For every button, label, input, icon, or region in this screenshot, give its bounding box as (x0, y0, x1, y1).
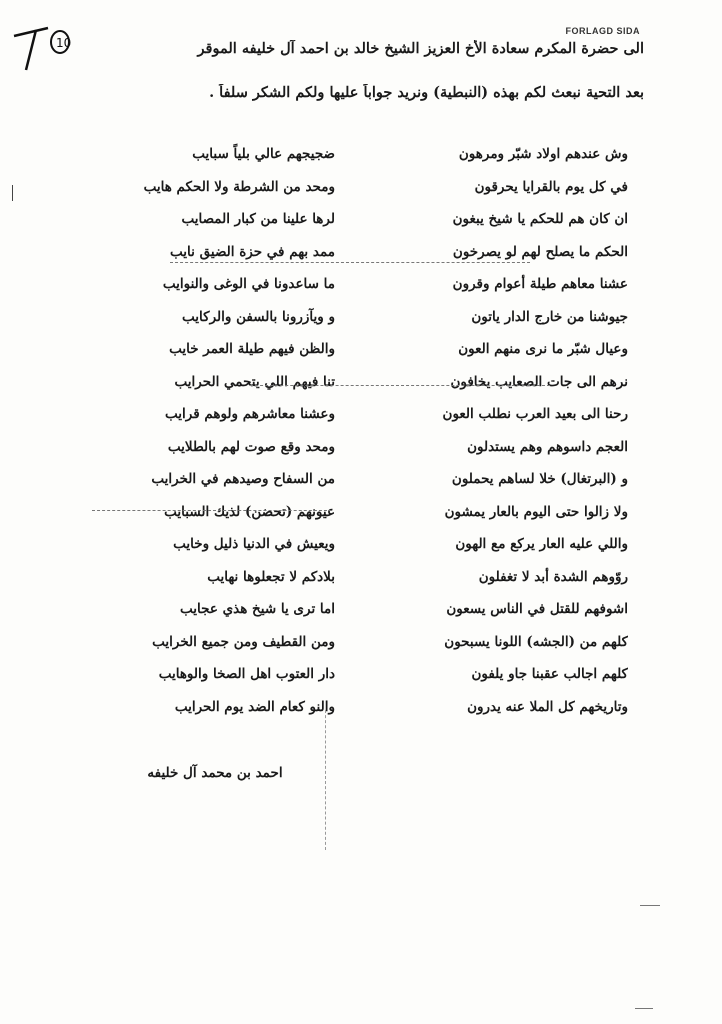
verse-left: ومحد وقع صوت لهم بالطلايب (167, 438, 335, 455)
verse-right: وتاريخهم كل الملا عنه يدرون (467, 698, 628, 715)
salutation-line-1: الى حضرة المكرم سعادة الأخ العزيز الشيخ خالد بن احمد آل خليفه الموقر (197, 40, 644, 57)
verse-left: لرها علينا من كبار المصايب (181, 211, 335, 227)
verse-right: الحكم ما يصلح لهم لو يصرخون (452, 243, 628, 260)
verse-left: ويعيش في الدنيا ذليل وخايب (173, 536, 335, 552)
verse-right: كلهم اجالب عقبنا جاو يلفون (471, 666, 628, 682)
scan-artifact-line (250, 385, 550, 387)
verse-right: و (البرتغال) خلا لساهم يحملون (451, 471, 628, 487)
verse-left: ما ساعدونا في الوغى والنوايب (162, 276, 335, 292)
verse-right: وعيال شبّر ما نرى منهم العون (458, 341, 628, 357)
verse-right: ولا زالوا حتى اليوم بالعار يمشون (444, 503, 628, 520)
poem-right-column (408, 138, 628, 723)
scan-fold-line (325, 710, 328, 850)
verse-left: ومحد من الشرطة ولا الحكم هايب (143, 178, 335, 195)
verse-right: ان كان هم للحكم يا شيخ يبغون (452, 211, 628, 227)
verse-right: رحنا الى بعيد العرب نطلب العون (442, 406, 628, 422)
scan-speck (640, 905, 660, 906)
verse-left: و ويآزرونا بالسفن والركايب (182, 308, 335, 325)
author-signature: احمد بن محمد آل خليفه (147, 765, 283, 781)
scan-speck (635, 1008, 653, 1009)
verse-right: جيوشنا من خارج الدار ياتون (471, 308, 628, 325)
scan-speck (12, 185, 13, 201)
verse-left: اما ترى يا شيخ هذي عجايب (179, 601, 335, 617)
verse-left: من السفاح وصيدهم في الخرايب (151, 471, 335, 487)
verse-left: ممد بهم في حزة الضيق نايب (170, 243, 335, 260)
verse-left: وعشنا معاشرهم ولوهم قرايب (164, 406, 335, 422)
scan-stamp: FORLAGD SIDA (565, 26, 640, 36)
salutation-line-2: بعد التحية نبعث لكم بهذه (النبطية) ونريد جواباً عليها ولكم الشكر سلفاً . (209, 84, 644, 101)
verse-right: وش عندهم اولاد شبّر ومرهون (458, 146, 628, 162)
verse-left: دار العتوب اهل الصخا والوهايب (158, 666, 335, 682)
verse-left: ضجيجهم عالي بلياً سبايب (192, 146, 335, 162)
verse-left: بلادكم لا تجعلوها نهايب (207, 568, 335, 585)
verse-left: ومن القطيف ومن جميع الخرايب (152, 633, 335, 650)
verse-right: روّوهم الشدة أبد لا تغفلون (478, 568, 628, 585)
verse-right: واللي عليه العار يركع مع الهون (455, 536, 628, 552)
verse-left: والظن فيهم طيلة العمر خايب (169, 341, 335, 357)
verse-right: كلهم من (الجشه) اللونا يسبحون (444, 633, 628, 650)
verse-right: نرهم الى جات الصعايب يخافون (450, 373, 628, 390)
verse-right: في كل يوم بالقرايا يحرقون (474, 178, 628, 195)
poem-left-column (100, 138, 335, 723)
scan-artifact-line (92, 510, 332, 512)
verse-left: والنو كعام الضد يوم الحرايب (174, 698, 335, 715)
verse-right: عشنا معاهم طيلة أعوام وقرون (452, 276, 628, 292)
verse-left: تنا فيهم اللي يتحمي الحرايب (174, 373, 335, 390)
scan-artifact-line (170, 262, 530, 264)
verse-right: العجم داسوهم وهم يستدلون (467, 438, 628, 455)
page-number-text: 10 (56, 36, 72, 50)
verse-right: اشوفهم للقتل في الناس يسعون (446, 601, 628, 617)
verse-left: عيونهم (تحضن) لذيك السبايب (164, 503, 335, 520)
